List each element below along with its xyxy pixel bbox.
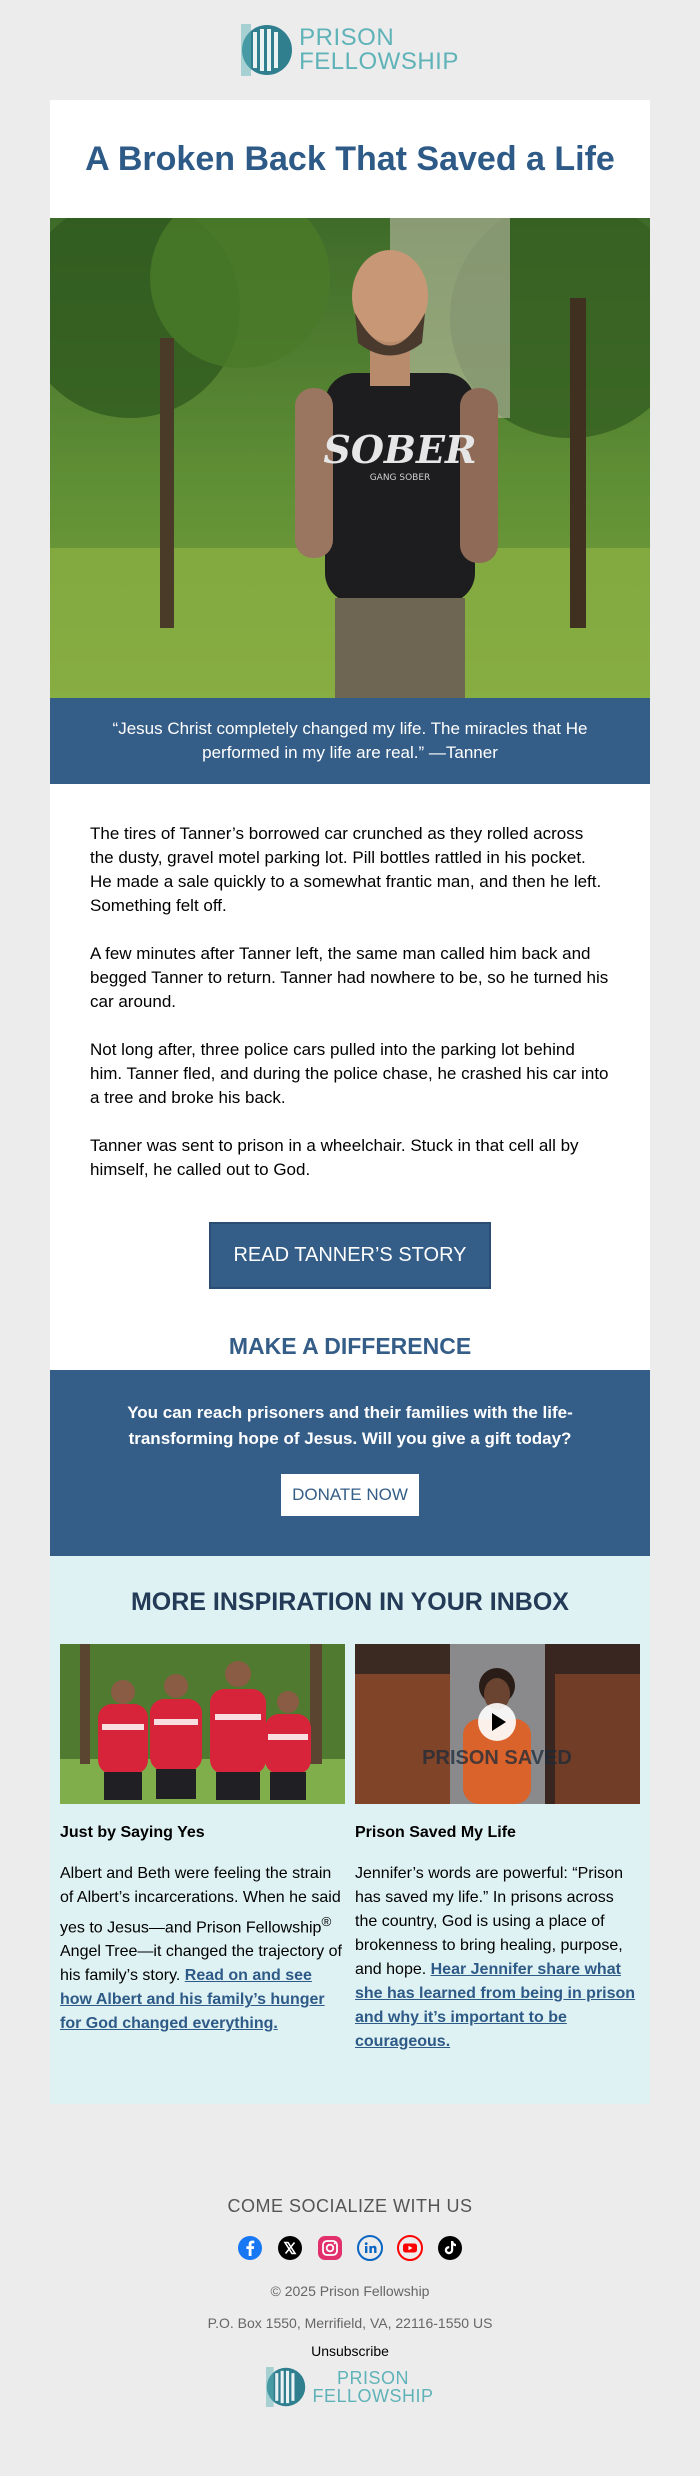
article-card-2 [355, 1644, 640, 2054]
family-photo [60, 1644, 345, 1804]
address: P.O. Box 1550, Merrifield, VA, 22116-1550 US [207, 2315, 493, 2331]
story-paragraph-4: Tanner was sent to prison in a wheelchair. Stuck in that cell all by himself, he called out to God. [90, 1136, 579, 1179]
footer-logo-text [312, 2369, 433, 2405]
footer-logo-line-2: FELLOWSHIP [312, 2386, 434, 2406]
article-2-text-a: Jennifer’s words are powerful: “Prison has saved my life.” In prisons across the country, God is using a place of brokenness to bring healing, purpose, and hope. [355, 1865, 623, 1978]
logo-text [299, 26, 459, 74]
hero-image[interactable] [50, 218, 650, 698]
email-card [50, 100, 650, 2104]
unsubscribe-link[interactable]: Unsubscribe [311, 2343, 389, 2359]
prison-fellowship-logo-mark [241, 24, 293, 76]
story-paragraph-3: Not long after, three police cars pulled into the parking lot behind him. Tanner fled, and during the police chase, he crashed his car into a tree and broke his back. [90, 1040, 609, 1107]
story-body [50, 784, 650, 1182]
article-2-text [355, 1862, 640, 2054]
article-1-text-a: Albert and Beth were feeling the strain of Albert’s incarcerations. When he said yes to Jesus—and Prison Fellowship [60, 1865, 341, 1937]
shirt-subtext: GANG SOBER [369, 473, 431, 483]
article-columns [60, 1644, 640, 2054]
copyright: © 2025 Prison Fellowship [270, 2283, 430, 2299]
donate-now-button[interactable]: DONATE NOW [281, 1474, 419, 1516]
read-tanners-story-button[interactable]: READ TANNER’S STORY [209, 1222, 490, 1289]
facebook-icon[interactable] [237, 2235, 263, 2261]
article-2-video-thumbnail[interactable] [355, 1644, 640, 1804]
linkedin-icon[interactable] [357, 2235, 383, 2261]
article-1-text-b: Angel Tree—it changed the trajectory of his family’s story. [60, 1943, 342, 1985]
tiktok-icon[interactable] [437, 2235, 463, 2261]
registered-mark: ® [321, 1914, 332, 1929]
logo-line-2: FELLOWSHIP [299, 48, 459, 75]
article-1-thumbnail[interactable] [60, 1644, 345, 1804]
headline: A Broken Back That Saved a Life [85, 139, 615, 178]
youtube-icon[interactable] [397, 2235, 423, 2261]
story-paragraph-1: The tires of Tanner’s borrowed car crunched as they rolled across the dusty, gravel motel parking lot. Pill bottles rattled in his pocket. He made a sale quickly to a somewhat frantic man, and then he left. Something felt off. [90, 824, 602, 915]
donate-panel [50, 1370, 650, 1556]
inbox-section [50, 1556, 650, 2104]
read-button-wrap [50, 1206, 650, 1333]
article-1-title: Just by Saying Yes [60, 1824, 205, 1841]
footer-logo-line-1: PRISON [336, 2368, 409, 2388]
footer-logo[interactable] [0, 2365, 700, 2409]
play-icon[interactable] [477, 1702, 517, 1742]
prison-fellowship-logo-mark-footer [266, 2367, 306, 2407]
article-2-link[interactable]: Hear Jennifer share what she has learned from being in prison and why it’s important to be courageous. [355, 1961, 636, 2050]
story-paragraph-2: A few minutes after Tanner left, the same man called him back and begged Tanner to return. Tanner had nowhere to be, so he turned his car around. [90, 944, 609, 1011]
x-icon[interactable] [277, 2235, 303, 2261]
social-title: COME SOCIALIZE WITH US [227, 2196, 473, 2216]
footer [0, 2196, 700, 2409]
donate-message: You can reach prisoners and their families with the life-transforming hope of Jesus. Will you give a gift today? [127, 1403, 573, 1448]
tanner-photo [50, 218, 650, 698]
instagram-icon[interactable] [317, 2235, 343, 2261]
article-1-link[interactable]: Read on and see how Albert and his family’s hunger for God changed everything. [60, 1967, 325, 2033]
article-2-title: Prison Saved My Life [355, 1824, 516, 1841]
inbox-heading: MORE INSPIRATION IN YOUR INBOX [130, 1588, 569, 1616]
pull-quote: “Jesus Christ completely changed my life. The miracles that He performed in my life are real.” —Tanner [50, 698, 650, 784]
shirt-text: SOBER [323, 427, 477, 472]
video-overlay-text: PRISON SAVED [422, 1747, 572, 1769]
article-1-text [60, 1862, 345, 2036]
logo-line-1: PRISON [299, 24, 395, 51]
article-card-1 [60, 1644, 345, 2054]
header-logo[interactable] [0, 24, 700, 76]
make-difference-heading: MAKE A DIFFERENCE [228, 1333, 472, 1359]
social-icons [0, 2235, 700, 2261]
